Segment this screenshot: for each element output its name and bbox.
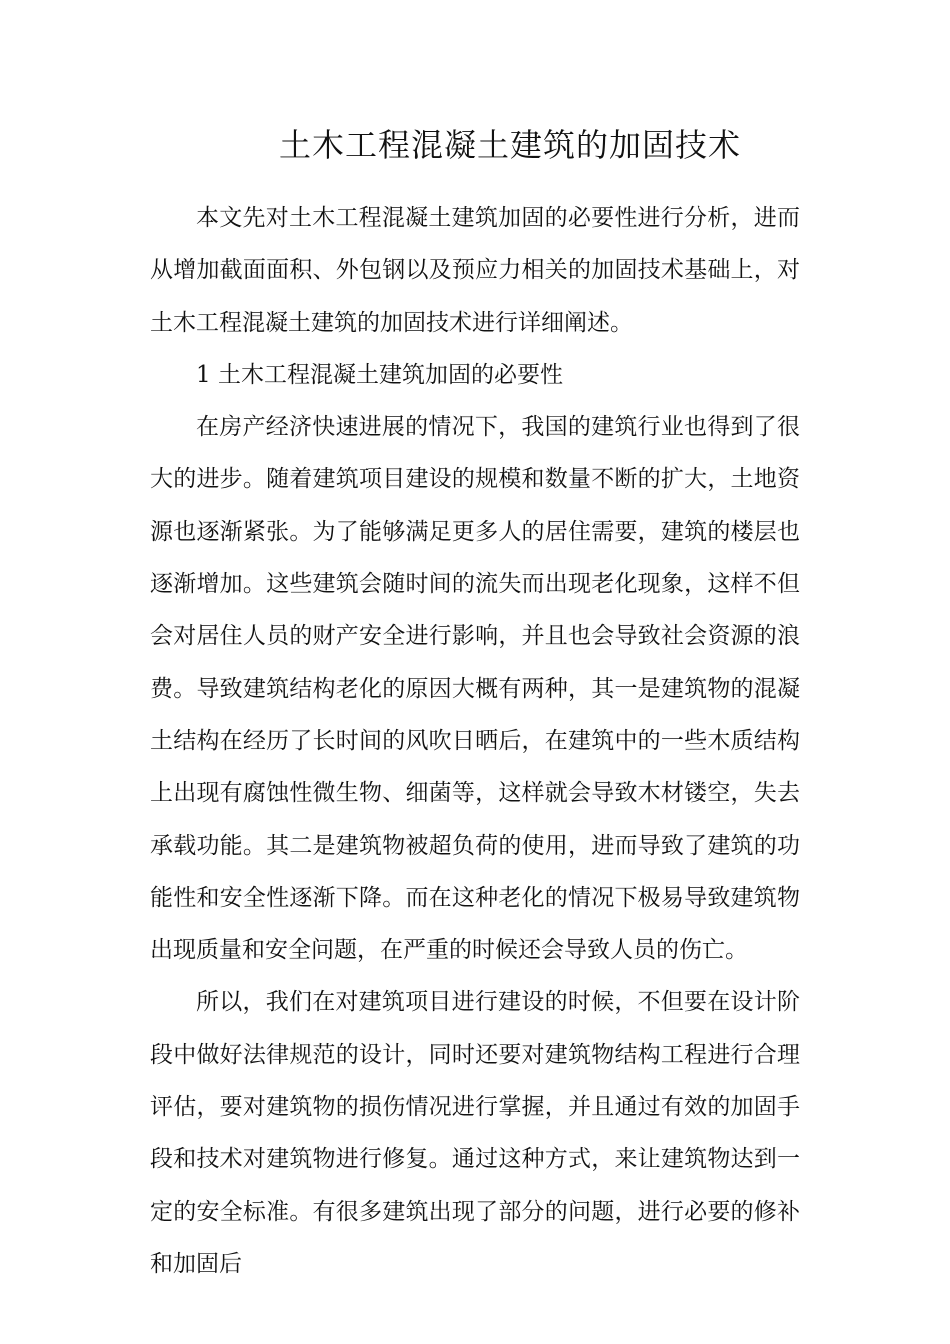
document-title: 土木工程混凝土建筑的加固技术 [278,126,741,164]
section-heading: 1 土木工程混凝土建筑加固的必要性 [196,361,563,388]
body-paragraph: 所以，我们在对建筑项目进行建设的时候，不但要在设计阶段中做好法律规范的设计，同时还要对建筑物结构工程进行合理评估，要对建筑物的损伤情况进行掌握，并且通过有效的加固手段和技术对建筑物进行修复。通过这种方式，来让建筑物达到一定的安全标准。有很多建筑出现了部分的问题，进行必要的修补和加固后 [150,989,800,1277]
document-body [150,192,800,1290]
body-paragraph: 在房产经济快速进展的情况下，我国的建筑行业也得到了很大的进步。随着建筑项目建设的规模和数量不断的扩大，土地资源也逐渐紧张。为了能够满足更多人的居住需要，建筑的楼层也逐渐增加。这些建筑会随时间的流失而出现老化现象，这样不但会对居住人员的财产安全进行影响，并且也会导致社会资源的浪费。导致建筑结构老化的原因大概有两种，其一是建筑物的混凝土结构在经历了长时间的风吹日晒后，在建筑中的一些木质结构上出现有腐蚀性微生物、细菌等，这样就会导致木材镂空，失去承载功能。其二是建筑物被超负荷的使用，进而导致了建筑的功能性和安全性逐渐下降。而在这种老化的情况下极易导致建筑物出现质量和安全问题，在严重的时候还会导致人员的伤亡。 [150,414,800,964]
intro-paragraph: 本文先对土木工程混凝土建筑加固的必要性进行分析，进而从增加截面面积、外包钢以及预应力相关的加固技术基础上，对土木工程混凝土建筑的加固技术进行详细阐述。 [150,205,800,336]
